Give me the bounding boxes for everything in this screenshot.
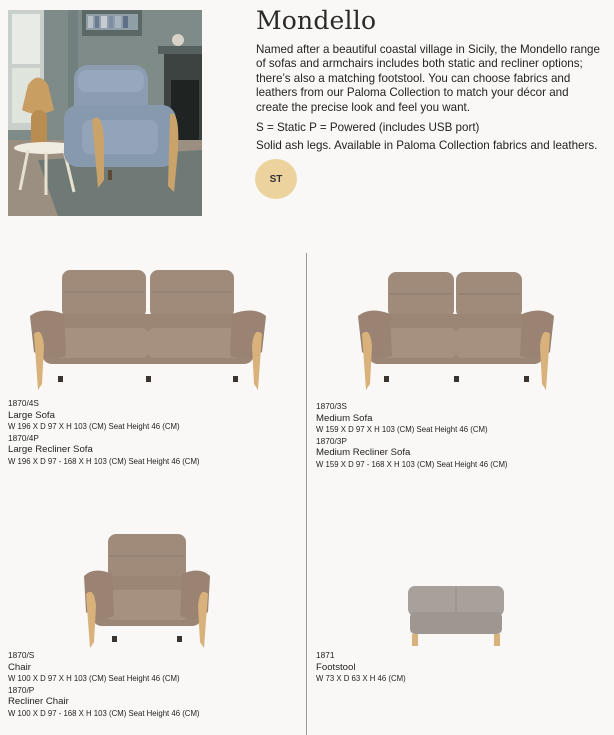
product-code: 1870/3P <box>316 435 347 446</box>
product-code: 1870/4P <box>8 432 39 443</box>
product-name: Large Sofa <box>8 409 55 421</box>
product-name: Medium Sofa <box>316 412 373 424</box>
large-sofa-image <box>28 266 268 390</box>
product-name: Chair <box>8 661 31 673</box>
product-block-footstool <box>316 650 406 685</box>
product-code: 1870/4S <box>8 398 39 408</box>
medium-sofa-image <box>356 268 556 390</box>
product-name: Footstool <box>316 661 356 673</box>
footstool-image <box>406 584 506 650</box>
legs-note: Solid ash legs. Available in Paloma Collection fabrics and leathers. <box>256 139 598 152</box>
product-name: Large Recliner Sofa <box>8 444 93 456</box>
product-block-large-sofa <box>8 398 200 468</box>
product-dimensions: W 159 X D 97 - 168 X H 103 (CM) Seat Height 46 (CM) <box>316 459 508 469</box>
product-dimensions: W 196 X D 97 - 168 X H 103 (CM) Seat Height 46 (CM) <box>8 456 200 466</box>
product-dimensions: W 100 X D 97 - 168 X H 103 (CM) Seat Height 46 (CM) <box>8 708 200 718</box>
hero-photo <box>8 10 202 216</box>
product-block-chair <box>8 650 200 720</box>
chair-image <box>82 532 212 650</box>
codes-note: S = Static P = Powered (includes USB port) <box>256 121 480 134</box>
product-code: 1870/S <box>8 650 35 660</box>
product-name: Recliner Chair <box>8 696 69 708</box>
product-dimensions: W 100 X D 97 X H 103 (CM) Seat Height 46 (CM) <box>8 674 180 684</box>
product-block-medium-sofa <box>316 401 508 471</box>
column-divider <box>306 253 307 735</box>
product-code: 1871 <box>316 650 335 660</box>
product-name: Medium Recliner Sofa <box>316 447 411 459</box>
intro-paragraph: Named after a beautiful coastal village in Sicily, the Mondello range of sofas and armchairs includes both static and recliner options; there’s also a matching footstool. You can choose fabrics and leathers from our Paloma Collection to match your décor and create the precise look and feel you want. <box>256 43 600 114</box>
static-badge: ST <box>255 159 297 199</box>
product-dimensions: W 159 X D 97 X H 103 (CM) Seat Height 46 (CM) <box>316 425 488 435</box>
page-title: Mondello <box>256 6 377 35</box>
product-code: 1870/P <box>8 684 35 695</box>
product-dimensions: W 73 X D 63 X H 46 (CM) <box>316 674 406 684</box>
product-dimensions: W 196 X D 97 X H 103 (CM) Seat Height 46 (CM) <box>8 422 180 432</box>
product-code: 1870/3S <box>316 401 347 411</box>
